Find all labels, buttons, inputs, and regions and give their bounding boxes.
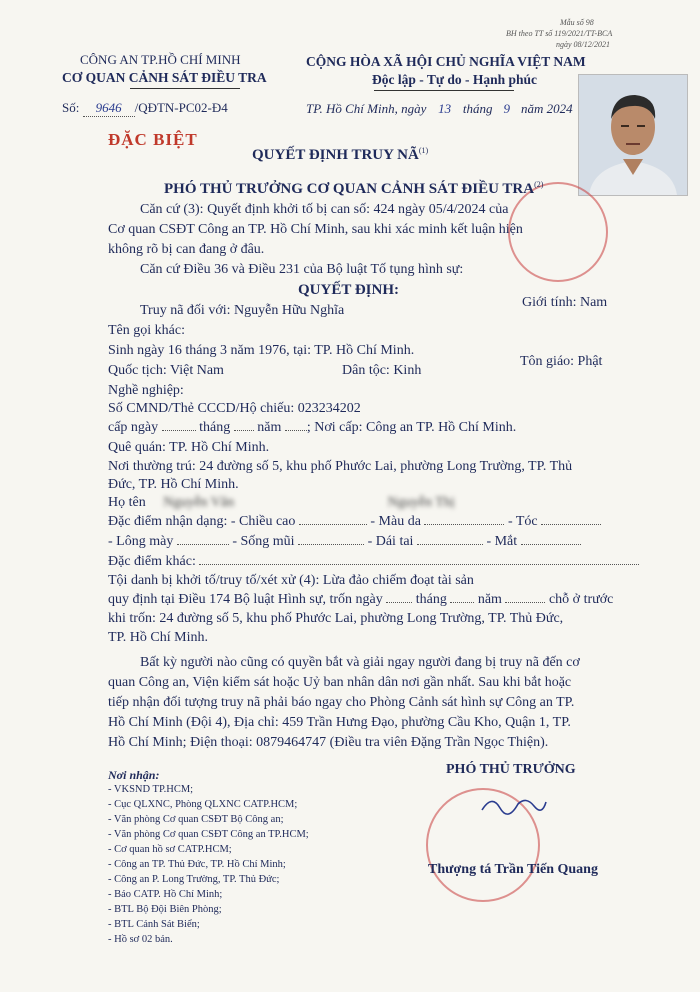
crime-escape-label: quy định tại Điều 174 Bộ luật Hình sự, trốn ngày bbox=[108, 592, 383, 607]
special-stamp: ĐẶC BIỆT bbox=[108, 130, 198, 149]
crime-line-2 bbox=[108, 592, 613, 608]
id-issue-day-label: cấp ngày bbox=[108, 420, 159, 435]
crime-line-1: Tội danh bị khởi tố/truy tố/xét xử (4): Lừa đảo chiếm đoạt tài sản bbox=[108, 573, 474, 588]
parents-label: Họ tên bbox=[108, 495, 146, 510]
id-issue-year-label: năm bbox=[257, 420, 282, 435]
basis-line-1: Căn cứ (3): Quyết định khởi tố bị can số: 424 ngày 05/4/2024 của bbox=[140, 202, 509, 217]
document-number-suffix: /QĐTN-PC02-Đ4 bbox=[134, 100, 228, 115]
feature-eyes: - Mắt bbox=[486, 534, 518, 549]
hometown: Quê quán: TP. Hồ Chí Minh. bbox=[108, 440, 270, 455]
id-issue-day-blank bbox=[162, 420, 196, 431]
recipients-label: Nơi nhận: bbox=[108, 768, 160, 782]
feature-brows: - Lông mày bbox=[108, 534, 174, 549]
document-number-value: 9646 bbox=[83, 100, 135, 117]
issue-date-year: năm 2024 bbox=[521, 101, 573, 116]
features-other-blank bbox=[199, 554, 639, 565]
agency-underline bbox=[130, 88, 240, 89]
id-issue-year-blank bbox=[285, 420, 307, 431]
recipient-8: - Báo CATP. Hồ Chí Minh; bbox=[108, 889, 223, 900]
feature-ears: - Dái tai bbox=[367, 534, 414, 549]
recipient-1: - VKSND TP.HCM; bbox=[108, 784, 194, 795]
recipient-5: - Cơ quan hồ sơ CATP.HCM; bbox=[108, 844, 232, 855]
parents bbox=[108, 495, 455, 511]
nationality: Quốc tịch: Việt Nam bbox=[108, 363, 224, 378]
form-number: Mẫu số 98 bbox=[560, 18, 594, 27]
crime-escape-day-blank bbox=[386, 592, 412, 603]
notice-line-4: Hồ Chí Minh (Đội 4), Địa chỉ: 459 Trần Hưng Đạo, phường Cầu Kho, Quận 1, TP. bbox=[108, 715, 571, 730]
issue-date-month: 9 bbox=[503, 101, 511, 116]
issue-date-day: 13 bbox=[438, 101, 452, 116]
recipient-10: - BTL Cảnh Sát Biển; bbox=[108, 919, 200, 930]
feature-hair: - Tóc bbox=[507, 514, 538, 529]
feature-skin: - Màu da bbox=[370, 514, 421, 529]
nation-underline bbox=[374, 90, 514, 91]
nation-line-2: Độc lập - Tự do - Hạnh phúc bbox=[372, 72, 538, 87]
issuer-title-text: PHÓ THỦ TRƯỞNG CƠ QUAN CẢNH SÁT ĐIỀU TRA bbox=[164, 181, 535, 197]
basis-line-4: Căn cứ Điều 36 và Điều 231 của Bộ luật Tố tụng hình sự: bbox=[140, 262, 464, 277]
feature-height-blank bbox=[299, 514, 367, 525]
signature-title: PHÓ THỦ TRƯỞNG bbox=[446, 762, 576, 777]
feature-hair-blank bbox=[541, 514, 601, 525]
issue-date-place: TP. Hồ Chí Minh, ngày bbox=[306, 101, 427, 116]
residence-line-1: Nơi thường trú: 24 đường số 5, khu phố Phước Lai, phường Long Trường, TP. Thủ bbox=[108, 459, 573, 474]
crime-line-4: TP. Hồ Chí Minh. bbox=[108, 630, 208, 645]
recipient-6: - Công an TP. Thủ Đức, TP. Hồ Chí Minh; bbox=[108, 859, 286, 870]
notice-line-5: Hồ Chí Minh; Điện thoại: 0879464747 (Điều tra viên Đặng Trần Ngọc Thiện). bbox=[108, 735, 549, 750]
basis-line-2: Cơ quan CSĐT Công an TP. Hồ Chí Minh, sau khi xác minh kết luận hiện bbox=[108, 222, 523, 237]
features-row-1 bbox=[108, 514, 601, 530]
crime-escape-month-blank bbox=[450, 592, 474, 603]
document-title-footnote: (1) bbox=[418, 146, 429, 155]
id-issue-month-blank bbox=[234, 420, 254, 431]
feature-ears-blank bbox=[417, 534, 483, 545]
recipient-4: - Văn phòng Cơ quan CSĐT Công an TP.HCM; bbox=[108, 829, 309, 840]
id-issue bbox=[108, 420, 516, 436]
recipient-2: - Cục QLXNC, Phòng QLXNC CATP.HCM; bbox=[108, 799, 298, 810]
date-of-birth: Sinh ngày 16 tháng 3 năm 1976, tại: TP. Hồ Chí Minh. bbox=[108, 343, 415, 358]
parents-name-redacted-2: Nguyễn Thị bbox=[387, 495, 455, 510]
nation-line-1: CỘNG HÒA XÃ HỘI CHỦ NGHĨA VIỆT NAM bbox=[306, 54, 586, 69]
id-number: Số CMND/Thẻ CCCD/Hộ chiếu: 023234202 bbox=[108, 401, 361, 416]
recipient-11: - Hồ sơ 02 bản. bbox=[108, 934, 173, 945]
crime-line-3: khi trốn: 24 đường số 5, khu phố Phước Lai, phường Long Trường, TP. Thủ Đức, bbox=[108, 611, 564, 626]
agency-line-2: CƠ QUAN CẢNH SÁT ĐIỀU TRA bbox=[62, 70, 267, 85]
document-title-text: QUYẾT ĐỊNH TRUY NÃ bbox=[252, 147, 419, 163]
document-title bbox=[252, 146, 428, 164]
document-number bbox=[62, 100, 228, 117]
religion: Tôn giáo: Phật bbox=[520, 354, 603, 369]
form-circular-date: ngày 08/12/2021 bbox=[556, 40, 610, 49]
notice-line-3: tiếp nhận đối tượng truy nã phải báo ngay cho Phòng Cảnh sát hình sự Công an TP. bbox=[108, 695, 575, 710]
features-row-2 bbox=[108, 534, 581, 550]
residence-line-2: Đức, TP. Hồ Chí Minh. bbox=[108, 477, 239, 492]
gender: Giới tính: Nam bbox=[522, 295, 608, 310]
id-issue-month-label: tháng bbox=[199, 420, 231, 435]
suspect-photo bbox=[578, 74, 688, 196]
occupation: Nghề nghiệp: bbox=[108, 383, 184, 398]
feature-eyes-blank bbox=[521, 534, 581, 545]
signer-name: Thượng tá Trần Tiến Quang bbox=[428, 862, 598, 877]
feature-nose-blank bbox=[298, 534, 364, 545]
document-number-prefix: Số: bbox=[62, 100, 80, 115]
features-label: Đặc điểm nhận dạng: bbox=[108, 514, 228, 529]
issue-date-month-label: tháng bbox=[462, 101, 493, 116]
form-circular: BH theo TT số 119/2021/TT-BCA bbox=[506, 29, 613, 38]
feature-nose: - Sống mũi bbox=[232, 534, 295, 549]
parents-name-redacted-1: Nguyễn Văn bbox=[163, 495, 235, 510]
decision-heading: QUYẾT ĐỊNH: bbox=[298, 282, 399, 298]
issue-date bbox=[306, 101, 573, 117]
signature-scribble bbox=[478, 790, 548, 825]
feature-brows-blank bbox=[177, 534, 229, 545]
ethnicity: Dân tộc: Kinh bbox=[342, 363, 422, 378]
wanted-person: Truy nã đối với: Nguyễn Hữu Nghĩa bbox=[140, 303, 345, 318]
recipient-9: - BTL Bộ Đội Biên Phòng; bbox=[108, 904, 222, 915]
crime-previous-residence-label: chỗ ở trước bbox=[548, 592, 614, 607]
recipient-7: - Công an P. Long Trường, TP. Thủ Đức; bbox=[108, 874, 280, 885]
feature-height: - Chiều cao bbox=[230, 514, 296, 529]
notice-line-1: Bất kỳ người nào cũng có quyền bắt và giải ngay người đang bị truy nã đến cơ bbox=[140, 655, 580, 670]
id-issue-place: ; Nơi cấp: Công an TP. Hồ Chí Minh. bbox=[306, 420, 517, 435]
features-other-label: Đặc điểm khác: bbox=[108, 554, 196, 569]
feature-skin-blank bbox=[424, 514, 504, 525]
alias: Tên gọi khác: bbox=[108, 323, 185, 338]
crime-escape-month-label: tháng bbox=[415, 592, 447, 607]
issuer-title-footnote: (2) bbox=[534, 180, 544, 189]
crime-escape-year-label: năm bbox=[477, 592, 502, 607]
features-other bbox=[108, 554, 639, 570]
crime-escape-year-blank bbox=[505, 592, 545, 603]
recipient-3: - Văn phòng Cơ quan CSĐT Bộ Công an; bbox=[108, 814, 284, 825]
notice-line-2: quan Công an, Viện kiểm sát hoặc Uỷ ban nhân dân nơi gần nhất. Sau khi bắt hoặc bbox=[108, 675, 572, 690]
agency-line-1: CÔNG AN TP.HỒ CHÍ MINH bbox=[80, 52, 241, 67]
basis-line-3: không rõ bị can đang ở đâu. bbox=[108, 242, 265, 257]
issuer-title bbox=[164, 180, 543, 198]
